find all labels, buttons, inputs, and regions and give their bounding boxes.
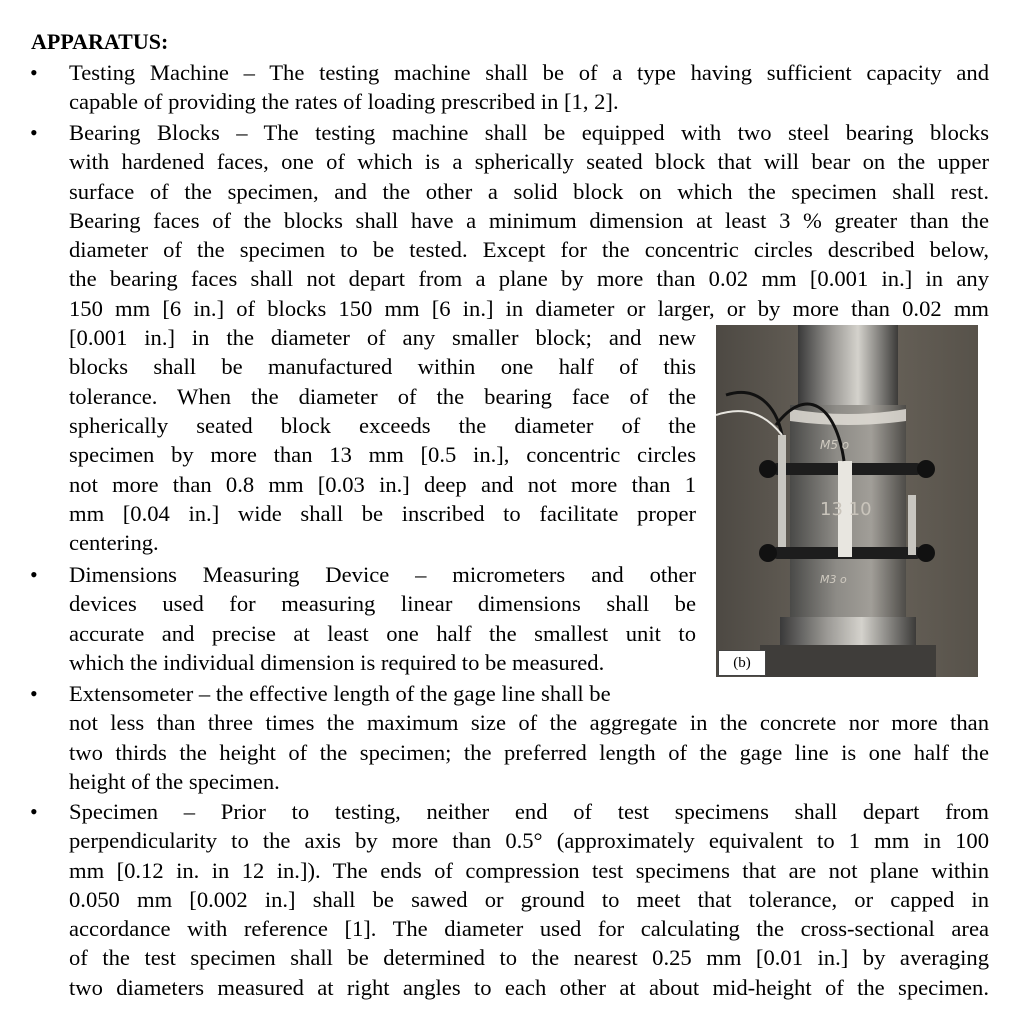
text-line: specimen by more than 13 mm [0.5 in.], concentric circles [69, 442, 696, 468]
text-line: devices used for measuring linear dimensions shall be [69, 591, 696, 617]
text-line: 0.050 mm [0.002 in.] shall be sawed or ground to meet that tolerance, or capped in [69, 886, 989, 912]
ring-screw-icon [917, 460, 935, 478]
text-line: which the individual dimension is required to be measured. [69, 649, 605, 675]
bullet-icon: • [30, 562, 38, 587]
ring-screw-icon [917, 544, 935, 562]
list-item-extensometer [69, 679, 989, 796]
text-line: blocks shall be manufactured within one half of this [69, 354, 696, 380]
ring-screw-icon [759, 460, 777, 478]
text-line: two thirds the height of the specimen; the preferred length of the gage line is one half the [69, 739, 989, 765]
list-item-testing-machine [69, 58, 989, 117]
text-line: mm [0.12 in. in 12 in.]). The ends of compression test specimens that are not plane within [69, 857, 989, 883]
text-line: capable of providing the rates of loading prescribed in [1, 2]. [69, 89, 619, 115]
specimen-mark: 13 10 [820, 499, 872, 520]
text-line: [0.001 in.] in the diameter of any smaller block; and new [69, 325, 696, 351]
text-line: accordance with reference [1]. The diameter used for calculating the cross-sectional area [69, 916, 989, 942]
text-line: surface of the specimen, and the other a solid block on which the specimen shall rest. [69, 178, 989, 204]
specimen-mark: M3 o [820, 573, 847, 586]
text-line: spherically seated block exceeds the diameter of the [69, 412, 696, 438]
text-line: accurate and precise at least one half the smallest unit to [69, 620, 696, 646]
bullet-icon: • [30, 120, 38, 145]
text-line: Testing Machine – The testing machine shall be of a type having sufficient capacity and [69, 60, 989, 85]
text-line: centering. [69, 530, 159, 556]
text-line: Bearing faces of the blocks shall have a minimum dimension at least 3 % greater than the [69, 207, 989, 233]
specimen-photo-drawing [716, 325, 978, 677]
text-line: 150 mm [6 in.] of blocks 150 mm [6 in.] in diameter or larger, or by more than 0.02 mm [69, 295, 989, 321]
text-line: tolerance. When the diameter of the bearing face of the [69, 383, 696, 409]
text-line: diameter of the specimen to be tested. Except for the concentric circles described below, [69, 237, 989, 263]
lvdt-rod-right [908, 495, 916, 555]
text-line: not more than 0.8 mm [0.03 in.] deep and not more than 1 [69, 471, 696, 497]
section-heading: APPARATUS: [31, 29, 169, 54]
text-line: Bearing Blocks – The testing machine shall be equipped with two steel bearing blocks [69, 120, 989, 145]
text-line: Specimen – Prior to testing, neither end of test specimens shall depart from [69, 799, 989, 824]
upper-platen [798, 325, 898, 405]
text-line: the bearing faces shall not depart from a plane by more than 0.02 mm [0.001 in.] in any [69, 266, 989, 292]
bullet-icon: • [30, 60, 38, 85]
list-item-specimen [69, 797, 989, 1002]
lvdt-rod-left [778, 435, 786, 547]
text-line: perpendicularity to the axis by more than 0.5° (approximately equivalent to 1 mm in 100 [69, 828, 989, 854]
text-line: height of the specimen. [69, 768, 280, 794]
text-line: two diameters measured at right angles to each other at about mid-height of the specimen. [69, 974, 989, 1000]
text-line: not less than three times the maximum size of the aggregate in the concrete nor more than [69, 710, 989, 736]
text-line: of the test specimen shall be determined to the nearest 0.25 mm [0.01 in.] by averaging [69, 945, 989, 971]
text-line: with hardened faces, one of which is a spherically seated block that will bear on the upper [69, 149, 989, 175]
specimen-mark: M5 o [820, 438, 850, 452]
text-line: Dimensions Measuring Device – micrometers and other [69, 562, 696, 587]
lower-platen [780, 617, 916, 645]
bullet-icon: • [30, 681, 38, 706]
figure-caption: (b) [718, 650, 766, 676]
machine-base [760, 645, 936, 677]
specimen-photo [716, 325, 978, 677]
bullet-icon: • [30, 799, 38, 824]
ring-screw-icon [759, 544, 777, 562]
text-line: mm [0.04 in.] wide shall be inscribed to facilitate proper [69, 500, 696, 526]
list-item-dimensions-measuring-device [69, 560, 696, 677]
text-line: Extensometer – the effective length of the gage line shall be [69, 681, 611, 706]
